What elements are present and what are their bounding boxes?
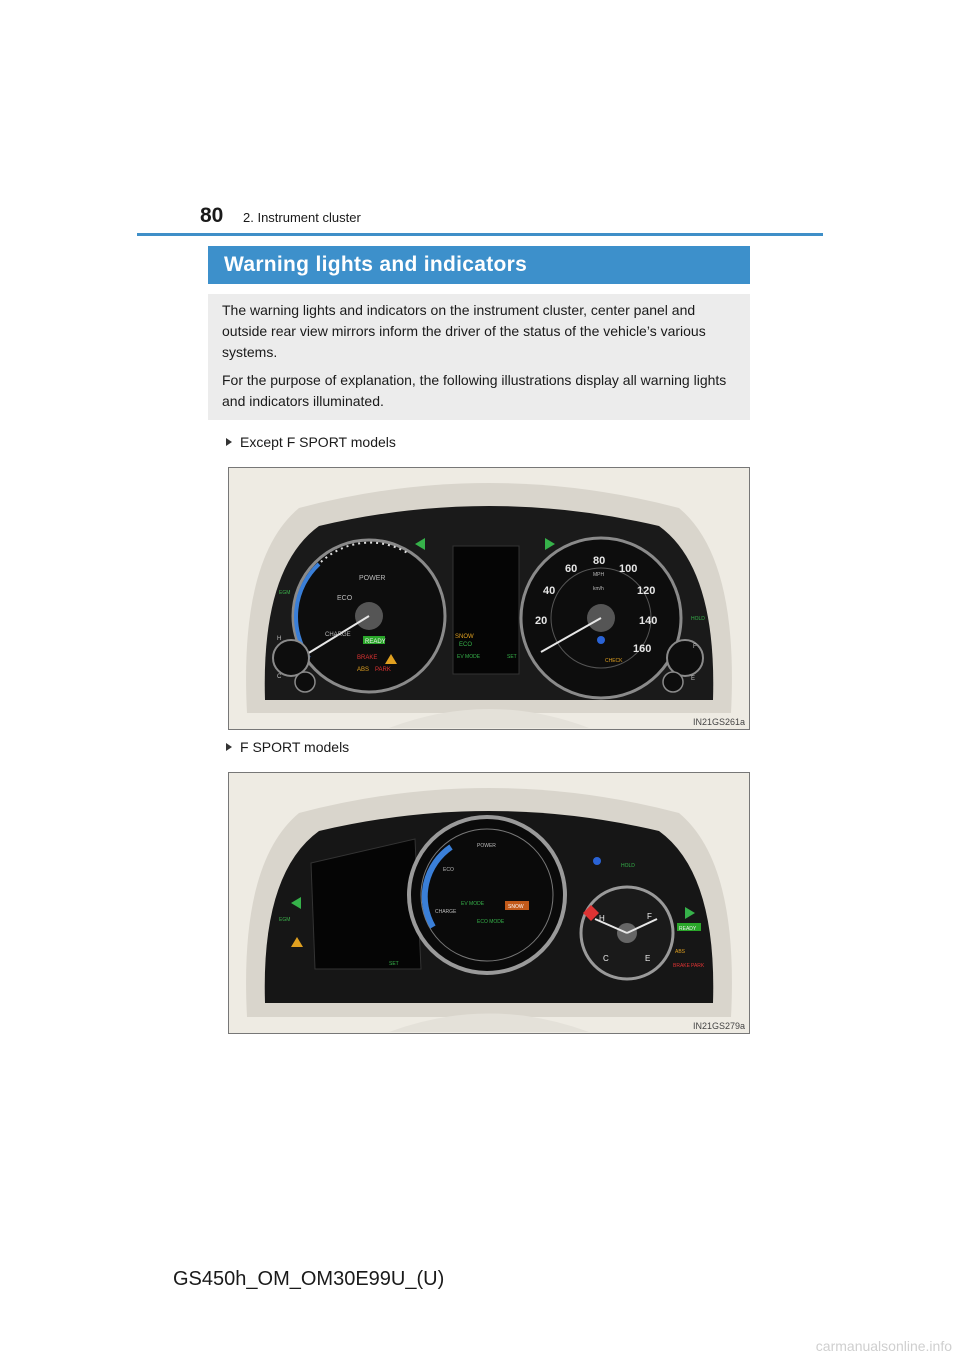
intro-paragraph-1: The warning lights and indicators on the instrument cluster, center panel and outside rear view mirrors inform the driver of the status of the vehicle’s various systems.: [222, 302, 706, 360]
fig1-speed-80: 80: [593, 555, 606, 567]
figure-1-image: [228, 467, 750, 730]
intro-box: [208, 294, 750, 420]
fig2-power-label: POWER: [477, 843, 496, 849]
fig2-h-label: H: [599, 914, 605, 923]
fig2-ev-mode-label: EV MODE: [461, 901, 485, 907]
watermark: carmanualsonline.info: [815, 1338, 952, 1354]
fig1-mph-label: MPH: [593, 572, 605, 578]
fig1-brake-label: BRAKE: [357, 655, 378, 661]
fig1-speed-140: 140: [639, 615, 658, 627]
page-title: Warning lights and indicators: [224, 253, 528, 276]
figure-1-caption: [226, 434, 396, 450]
fig1-kmh-label: km/h: [593, 586, 604, 592]
fig1-speed-160: 160: [633, 643, 652, 655]
figure-2-code: IN21GS279a: [692, 1021, 745, 1031]
fig1-snow-label: SNOW: [455, 634, 474, 640]
fig1-speed-120: 120: [637, 585, 656, 597]
fig1-c-label: C: [277, 674, 282, 680]
fig2-set-label: SET: [389, 961, 399, 967]
fig2-high-beam-icon: [593, 857, 601, 865]
page-number: 80: [200, 204, 224, 227]
title-bar: [208, 246, 750, 284]
fig1-eco-mode-label: ECO: [459, 642, 473, 648]
fig1-park-label: PARK: [375, 667, 391, 673]
fig1-f-label: F: [693, 644, 697, 650]
footer-document-code: GS450h_OM_OM30E99U_(U): [173, 1268, 445, 1290]
fig2-park-label: PARK: [691, 963, 705, 969]
fig1-ev-mode-label: EV MODE: [457, 654, 481, 660]
figure-2-image: [228, 772, 750, 1034]
fig1-charge-label: CHARGE: [325, 632, 351, 638]
fig1-power-label: POWER: [359, 575, 386, 582]
fig1-set-label: SET: [507, 654, 517, 660]
fig1-h-label: H: [277, 636, 282, 642]
bullet-triangle-icon: [226, 438, 232, 446]
fig1-eco-label: ECO: [337, 595, 353, 602]
fig1-ready-label: READY: [365, 639, 386, 645]
figure-1-caption-text: Except F SPORT models: [240, 434, 396, 450]
header-rule: [137, 233, 823, 236]
fig2-eco-label: ECO: [443, 867, 454, 873]
fig1-speed-100: 100: [619, 563, 638, 575]
section-title: 2. Instrument cluster: [243, 210, 361, 225]
fig2-egm-label: EGM: [279, 917, 291, 923]
fig2-c-label: C: [603, 954, 609, 963]
fig1-egm-label: EGM: [279, 590, 291, 596]
intro-paragraph-2: For the purpose of explanation, the following illustrations display all warning lights and indicators illuminated.: [222, 372, 727, 409]
fig1-speed-60: 60: [565, 563, 578, 575]
fig1-high-beam-icon: [597, 636, 605, 644]
fig1-e-label: E: [691, 676, 696, 682]
fig2-hold-label: HOLD: [621, 863, 635, 869]
bullet-triangle-icon: [226, 743, 232, 751]
fig2-e-label: E: [645, 954, 651, 963]
figure-2-caption: [226, 739, 349, 755]
fig2-ready-label: READY: [679, 926, 697, 932]
figure-1-code: IN21GS261a: [692, 717, 745, 727]
fig2-charge-label: CHARGE: [435, 909, 457, 915]
fig2-f-label: F: [647, 912, 652, 921]
fig1-speed-40: 40: [543, 585, 556, 597]
figure-2-caption-text: F SPORT models: [240, 739, 350, 755]
fig2-eco-mode-label: ECO MODE: [477, 919, 505, 925]
fig2-brake-label: BRAKE: [673, 963, 690, 969]
fig1-hold-label: HOLD: [691, 616, 705, 622]
fig1-speed-20: 20: [535, 615, 548, 627]
fig1-check-label: CHECK: [605, 658, 623, 664]
fig2-abs-label: ABS: [675, 949, 686, 955]
fig2-snow-label: SNOW: [508, 904, 524, 910]
fig1-abs-label: ABS: [357, 667, 370, 673]
